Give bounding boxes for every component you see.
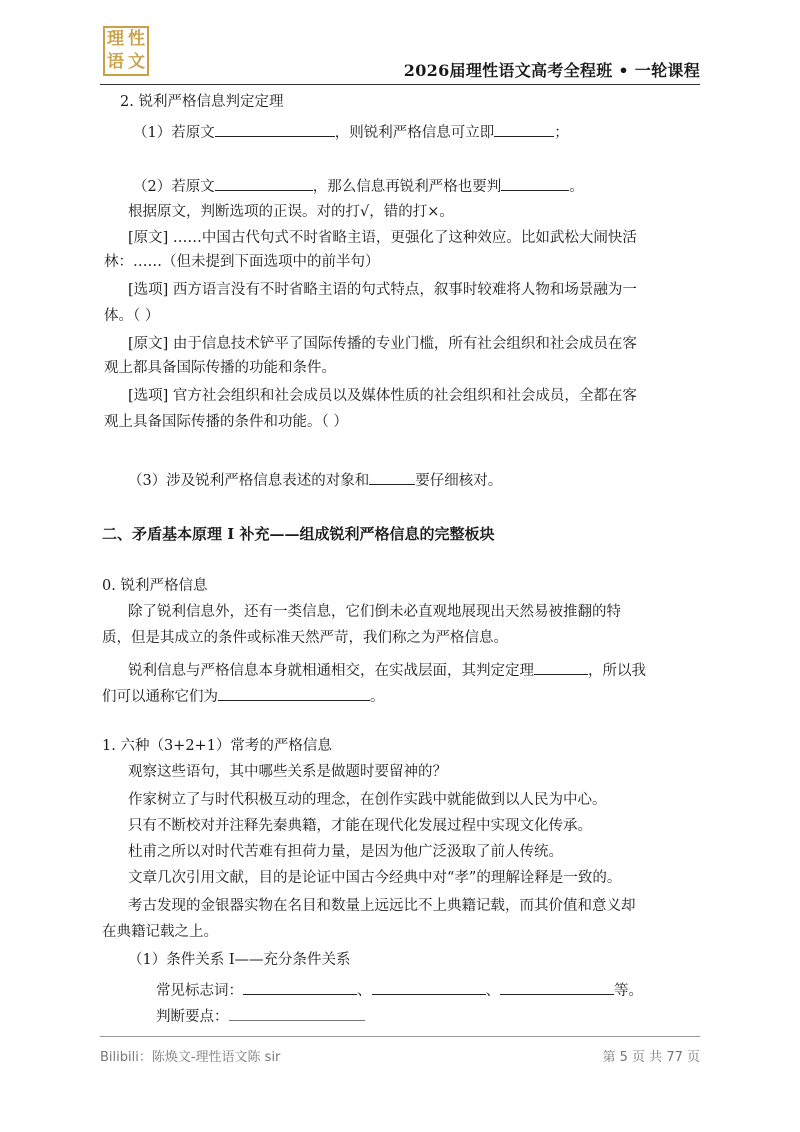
section-heading: 2. 锐利严格信息判定定理 (120, 94, 284, 110)
answer-blank[interactable] (501, 174, 569, 191)
text: 们可以通称它们为 (102, 689, 218, 705)
text: 常见标志词： (156, 983, 243, 999)
logo-char: 理 (107, 29, 124, 49)
header-divider (100, 84, 700, 85)
example-sentence: 杜甫之所以对时代苦难有担荷力量，是因为他广泛汲取了前人传统。 (128, 844, 563, 860)
paragraph: 除了锐利信息外，还有一类信息，它们倒未必直观地展现出天然易被推翻的特 (128, 604, 621, 620)
example-option: 体。（ ） (104, 308, 160, 324)
text: （1）若原文 (133, 125, 215, 141)
answer-blank[interactable] (215, 120, 335, 137)
subsection-heading: 1. 六种（3+2+1）常考的严格信息 (102, 738, 332, 754)
answer-blank[interactable] (229, 1004, 365, 1021)
judge-points-line (156, 1004, 365, 1027)
example-sentence: 作家树立了与时代积极互动的理念，在创作实践中就能做到以人民为中心。 (128, 792, 607, 808)
example-option: [选项] 西方语言没有不时省略主语的句式特点，叙事时较难将人物和场景融为一 (128, 282, 637, 298)
logo-char: 性 (128, 29, 145, 49)
fill-item-2 (133, 174, 584, 197)
paragraph-fill (128, 658, 646, 681)
answer-blank[interactable] (215, 174, 313, 191)
answer-blank[interactable] (534, 658, 588, 675)
text: 判断要点： (156, 1009, 229, 1025)
answer-blank[interactable] (494, 120, 554, 137)
text: 。 (569, 179, 584, 195)
text: ，则锐利严格信息可立即 (334, 125, 495, 141)
answer-blank[interactable] (372, 978, 486, 995)
separator: 、 (357, 983, 372, 999)
page-number: 第 5 页 共 77 页 (602, 1050, 700, 1065)
example-option: [选项] 官方社会组织和社会成员以及媒体性质的社会组织和社会成员，全都在客 (128, 388, 637, 404)
brand-logo (103, 26, 149, 76)
example-original: [原文] 由于信息技术铲平了国际传播的专业门槛，所有社会组织和社会成员在客 (128, 336, 637, 352)
text: 。 (370, 689, 385, 705)
header-title: 2026届理性语文高考全程班 • 一轮课程 (403, 61, 700, 80)
example-original: [原文] ……中国古代句式不时省略主语，更强化了这种效应。比如武松大闹快活 (128, 230, 637, 246)
paragraph-fill (102, 684, 385, 707)
text: （3）涉及锐利严格信息表述的对象和 (128, 473, 370, 489)
example-original: 观上都具备国际传播的功能和条件。 (104, 360, 336, 376)
marker-words-line (156, 978, 643, 1001)
question-text: 观察这些语句，其中哪些关系是做题时要留神的？ (128, 764, 447, 780)
paragraph: 质，但是其成立的条件或标准天然严苛，我们称之为严格信息。 (102, 630, 508, 646)
part-heading: 二、矛盾基本原理 I 补充——组成锐利严格信息的完整板块 (102, 525, 495, 543)
text: 等。 (614, 983, 643, 999)
answer-blank[interactable] (500, 978, 614, 995)
text: ，那么信息再锐利严格也要判 (312, 179, 502, 195)
fill-item-1 (133, 120, 569, 143)
text: ，所以我 (588, 663, 646, 679)
answer-blank[interactable] (243, 978, 357, 995)
example-sentence: 文章几次引用文献，目的是论证中国古今经典中对“孝”的理解诠释是一致的。 (128, 870, 622, 886)
subsection-heading: 0. 锐利严格信息 (102, 578, 208, 594)
example-sentence: 在典籍记载之上。 (102, 924, 218, 940)
logo-char: 文 (128, 52, 145, 72)
footer-divider (100, 1036, 700, 1037)
answer-blank[interactable] (218, 684, 370, 701)
fill-item-3 (128, 468, 502, 491)
example-sentence: 考古发现的金银器实物在名目和数量上远远比不上典籍记载，而其价值和意义却 (128, 898, 636, 914)
instruction-text: 根据原文，判断选项的正误。对的打√，错的打×。 (128, 204, 454, 220)
text: 锐利信息与严格信息本身就相通相交，在实战层面，其判定定理 (128, 663, 534, 679)
logo-char: 语 (107, 52, 124, 72)
footer-source: Bilibili：陈焕文-理性语文陈 sir (100, 1050, 281, 1065)
text: 要仔细核对。 (415, 473, 503, 489)
example-sentence: 只有不断校对并注释先秦典籍，才能在现代化发展过程中实现文化传承。 (128, 818, 592, 834)
example-option: 观上具备国际传播的条件和功能。（ ） (104, 414, 348, 430)
answer-blank[interactable] (369, 468, 415, 485)
separator: 、 (485, 983, 500, 999)
condition-heading: （1）条件关系 I——充分条件关系 (128, 952, 351, 968)
text: ； (554, 125, 569, 141)
text: （2）若原文 (133, 179, 215, 195)
example-original: 林：……（但未提到下面选项中的前半句） (104, 254, 380, 270)
